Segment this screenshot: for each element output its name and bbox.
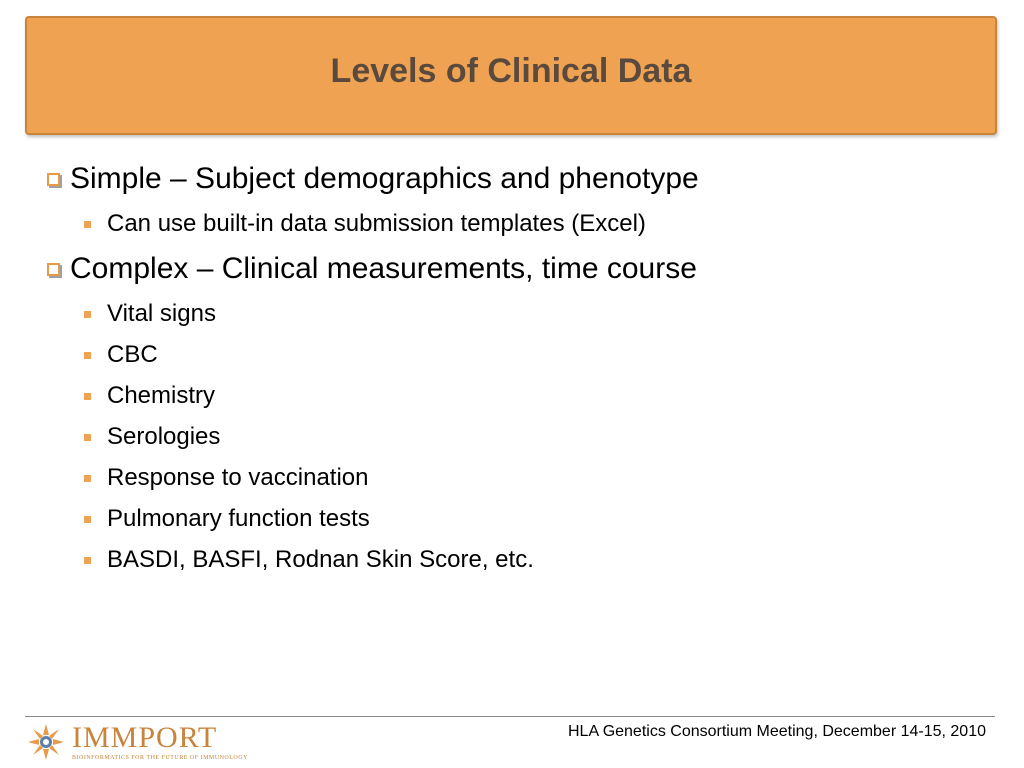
sub-bullet-vital-signs (84, 300, 216, 328)
bullet-simple (47, 162, 699, 196)
square-bullet-icon (84, 221, 91, 228)
title-bar (25, 16, 997, 135)
sub-bullet-basdi (84, 546, 534, 574)
square-bullet-icon (84, 557, 91, 564)
logo-name: IMMPORT (72, 721, 218, 754)
sun-logo-icon (26, 722, 66, 762)
footer-divider (25, 716, 995, 717)
bullet-text: Complex – Clinical measurements, time course (70, 252, 697, 285)
sub-bullet-chemistry (84, 382, 215, 410)
checkbox-bullet-icon (47, 173, 60, 186)
sub-bullet-vaccination (84, 464, 369, 492)
slide-title: Levels of Clinical Data (330, 52, 692, 90)
bullet-complex (47, 252, 697, 286)
square-bullet-icon (84, 311, 91, 318)
square-bullet-icon (84, 475, 91, 482)
sub-bullet-serologies (84, 423, 220, 451)
logo-tagline: BIOINFORMATICS FOR THE FUTURE OF IMMUNOLOGY (72, 755, 248, 761)
square-bullet-icon (84, 393, 91, 400)
sub-bullet-cbc (84, 341, 158, 369)
sub-bullet-text: Can use built-in data submission templates (Excel) (107, 210, 646, 237)
sub-bullet-text: Chemistry (107, 382, 216, 409)
sub-bullet-text: Serologies (107, 423, 221, 450)
sub-bullet-templates (84, 210, 646, 238)
sub-bullet-pulmonary (84, 505, 370, 533)
bullet-text: Simple – Subject demographics and phenotype (70, 162, 699, 195)
sub-bullet-text: Pulmonary function tests (107, 505, 370, 532)
footer-meeting-text: HLA Genetics Consortium Meeting, December 14-15, 2010 (568, 723, 986, 740)
square-bullet-icon (84, 352, 91, 359)
square-bullet-icon (84, 516, 91, 523)
immport-logo (26, 722, 248, 762)
sub-bullet-text: Response to vaccination (107, 464, 369, 491)
sub-bullet-text: CBC (107, 341, 158, 368)
checkbox-bullet-icon (47, 263, 60, 276)
square-bullet-icon (84, 434, 91, 441)
sub-bullet-text: Vital signs (107, 300, 216, 327)
sub-bullet-text: BASDI, BASFI, Rodnan Skin Score, etc. (107, 546, 534, 573)
